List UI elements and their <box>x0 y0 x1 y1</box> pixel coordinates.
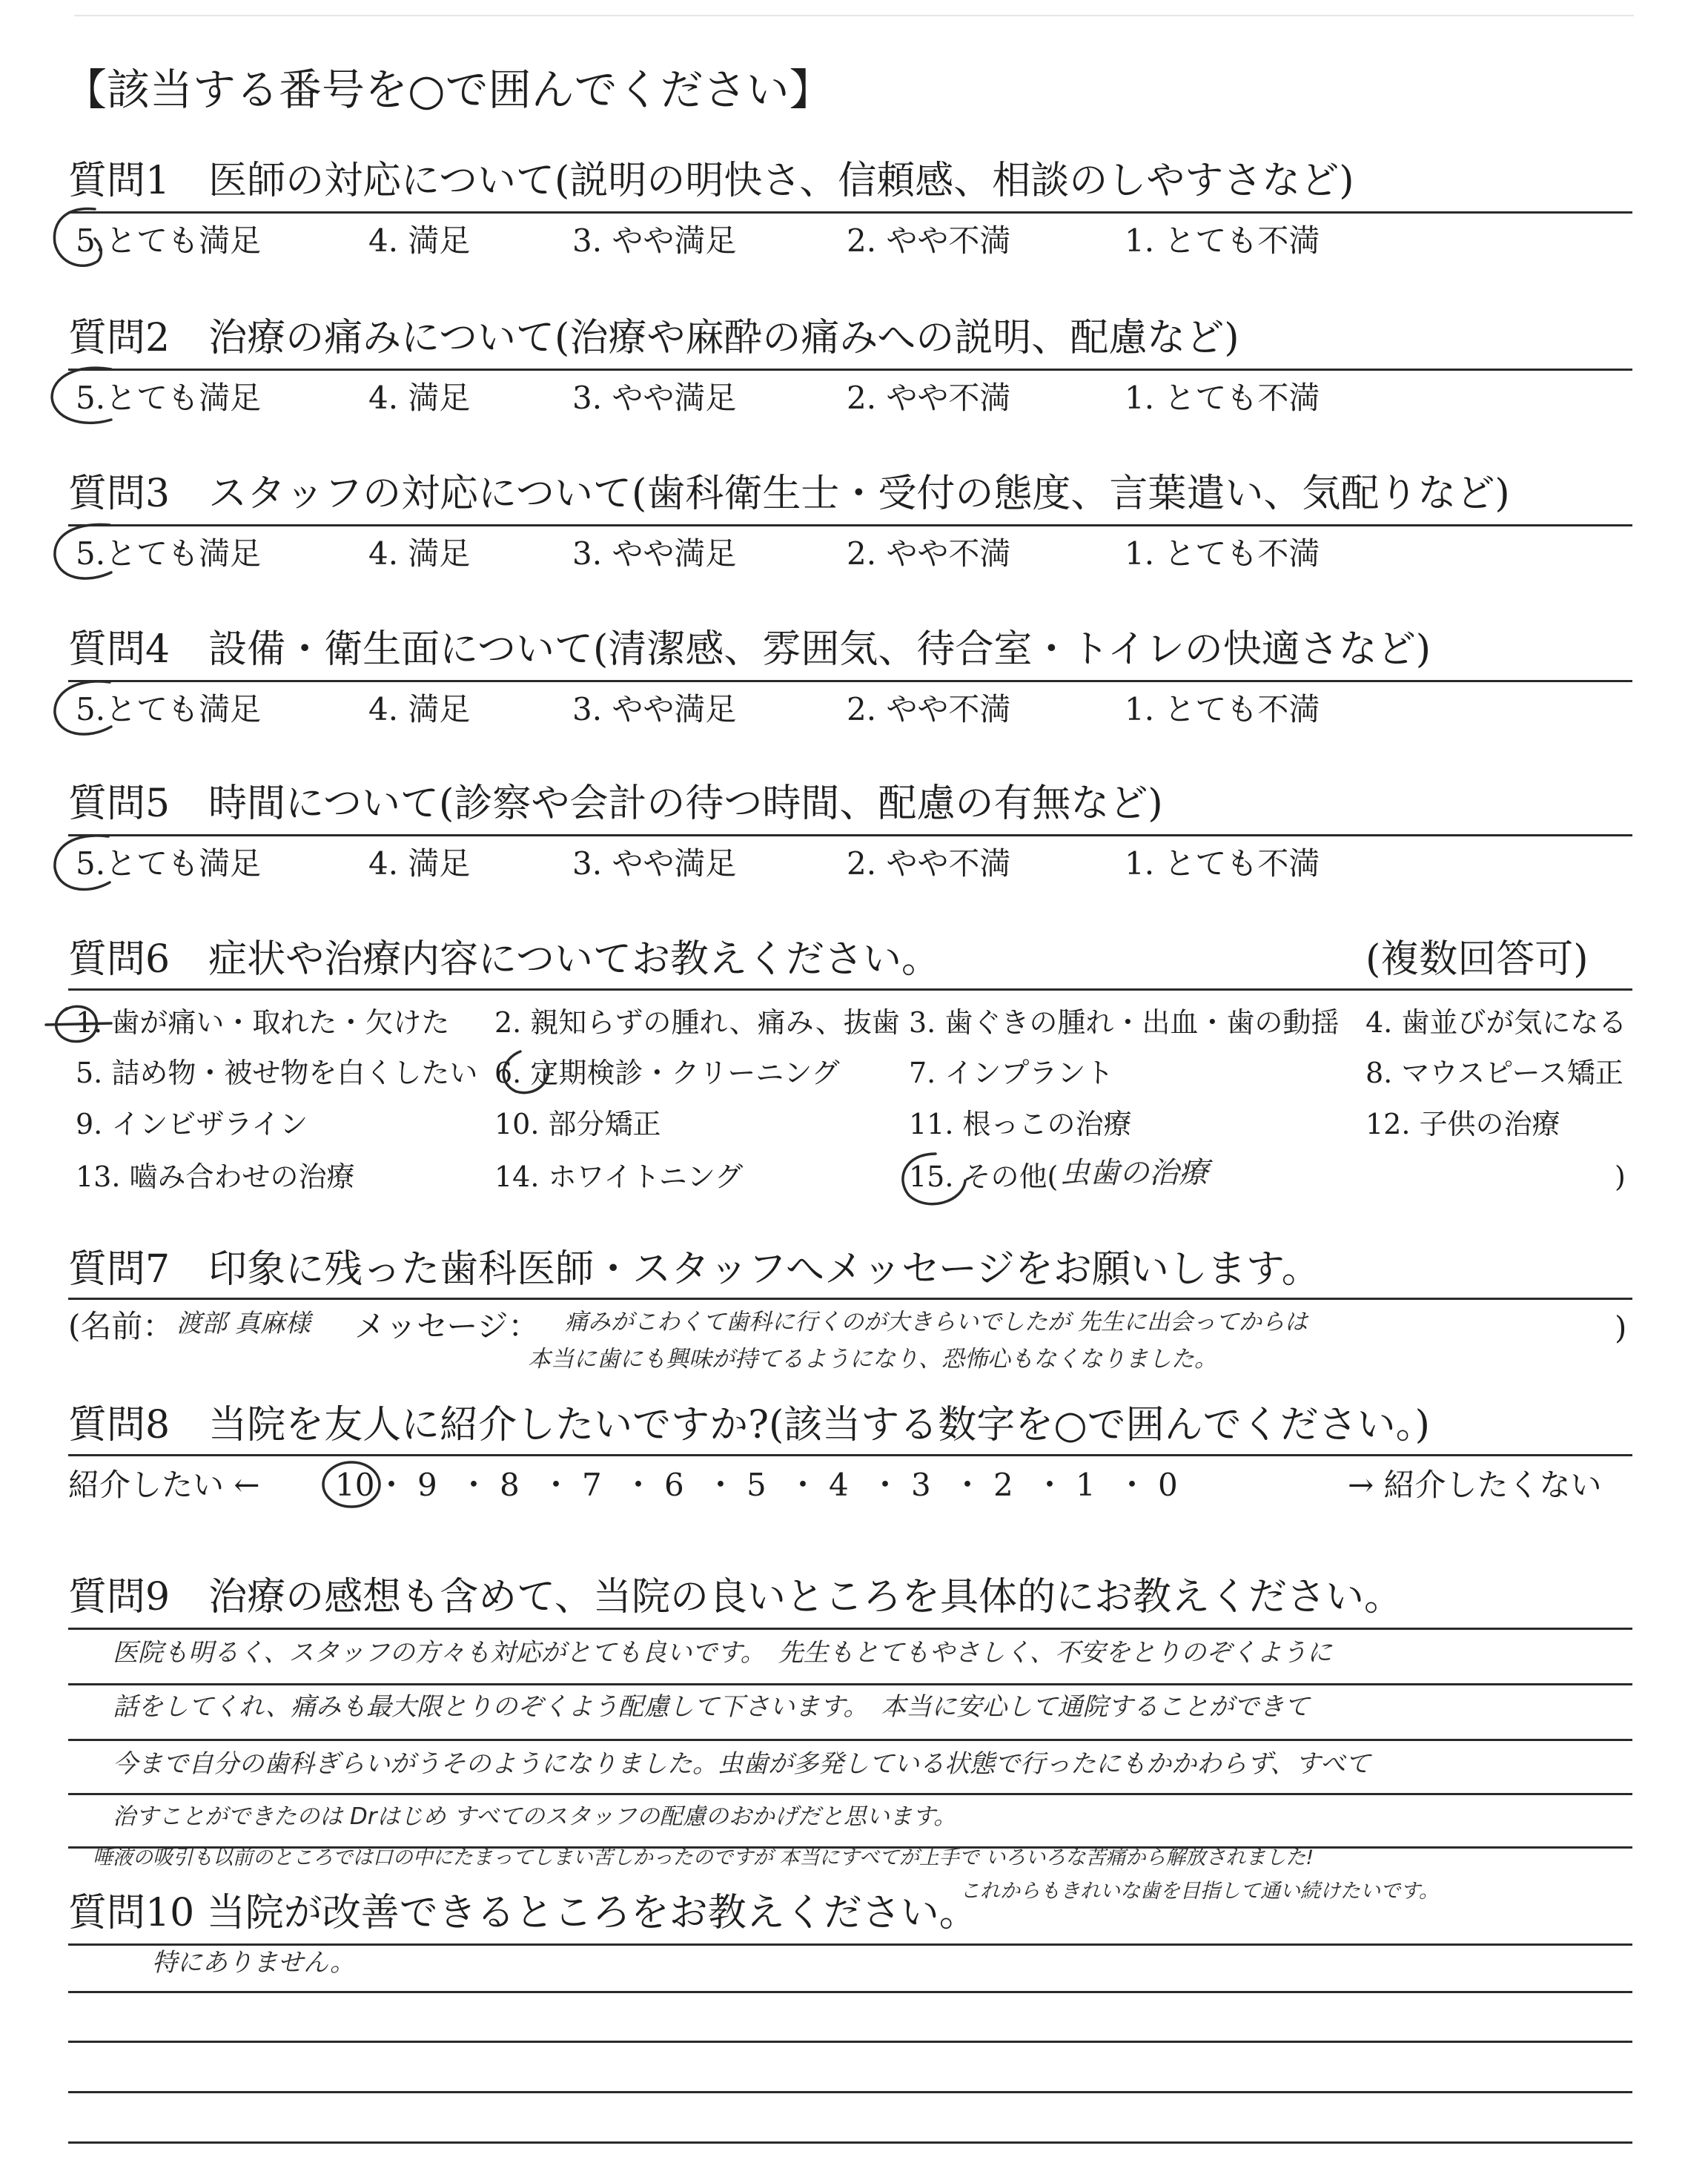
q8-scale-separator: ・ <box>623 1467 655 1503</box>
q8-scale-1[interactable]: 1 <box>1076 1467 1096 1503</box>
q6-item-13[interactable]: 13. 嚙み合わせの治療 <box>76 1160 355 1193</box>
q4-option-5[interactable]: 5.とても満足 <box>76 691 262 727</box>
q6-item-6[interactable]: 6. 定期検診・クリーニング <box>494 1057 840 1089</box>
q7-name-label: (名前： <box>68 1308 174 1344</box>
q6-note: (複数回答可) <box>1366 937 1589 982</box>
q5-label: 質問5 時間について(診察や会計の待つ時間、配慮の有無など) <box>68 782 1163 826</box>
q8-scale-separator: ・ <box>376 1467 408 1503</box>
q8-scale-2[interactable]: 2 <box>993 1467 1013 1503</box>
q2-option-5[interactable]: 5.とても満足 <box>76 380 262 416</box>
q1-rule <box>68 211 1632 214</box>
q7-close: ) <box>1615 1309 1627 1346</box>
q10-rule-3 <box>68 2041 1632 2043</box>
q8-scale-3[interactable]: 3 <box>911 1467 931 1503</box>
q9-answer-line-2[interactable]: 話をしてくれ、痛みも最大限とりのぞくよう配慮して下さいます。 本当に安心して通院することができて <box>113 1692 1310 1722</box>
q10-rule-5 <box>68 2141 1632 2144</box>
q6-item-4[interactable]: 4. 歯並びが気になる <box>1366 1006 1627 1039</box>
q2-rule <box>68 369 1632 371</box>
q9-answer-line-1[interactable]: 医院も明るく、スタッフの方々も対応がとても良いです。 先生もとてもやさしく、不安をとりのぞくように <box>113 1638 1332 1668</box>
q4-option-4[interactable]: 4. 満足 <box>368 691 471 727</box>
q8-scale-9[interactable]: 9 <box>417 1467 437 1503</box>
q8-scale-separator: ・ <box>952 1467 984 1503</box>
q9-rule-3 <box>68 1739 1632 1741</box>
q8-scale-0[interactable]: 0 <box>1158 1467 1178 1503</box>
q1-option-2[interactable]: 2. やや不満 <box>847 222 1011 259</box>
q8-left-label: 紹介したい ← <box>68 1467 260 1503</box>
q3-option-4[interactable]: 4. 満足 <box>368 535 471 572</box>
q1-option-5[interactable]: 5.とても満足 <box>76 222 262 259</box>
q1-option-4[interactable]: 4. 満足 <box>368 222 471 259</box>
q9-answer-line-4[interactable]: 治すことができたのは Drはじめ すべてのスタッフの配慮のおかげだと思います。 <box>113 1803 957 1830</box>
q9-rule-4 <box>68 1793 1632 1795</box>
q4-option-2[interactable]: 2. やや不満 <box>847 691 1011 727</box>
q6-item-15[interactable]: 15. その他( <box>909 1160 1059 1193</box>
q3-rule <box>68 524 1632 526</box>
q8-scale-7[interactable]: 7 <box>582 1467 602 1503</box>
q2-option-1[interactable]: 1. とても不満 <box>1125 380 1320 416</box>
q10-answer[interactable]: 特にありません。 <box>152 1948 356 1978</box>
q2-option-2[interactable]: 2. やや不満 <box>847 380 1011 416</box>
q4-label: 質問4 設備・衛生面について(清潔感、雰囲気、待合室・トイレの快適さなど) <box>68 627 1431 672</box>
q8-scale-4[interactable]: 4 <box>829 1467 849 1503</box>
q6-item-10[interactable]: 10. 部分矯正 <box>494 1108 661 1140</box>
q8-scale-6[interactable]: 6 <box>664 1467 684 1503</box>
q1-label: 質問1 医師の対応について(説明の明快さ、信頼感、相談のしやすさなど) <box>68 159 1354 203</box>
q8-scale-separator: ・ <box>458 1467 490 1503</box>
q8-right-label: → 紹介したくない <box>1348 1467 1602 1503</box>
q6-item-11[interactable]: 11. 根っこの治療 <box>909 1108 1132 1140</box>
q10-rule-1 <box>68 1943 1632 1946</box>
q5-rule <box>68 834 1632 836</box>
q8-scale-10[interactable]: 10 <box>335 1467 375 1503</box>
q3-option-2[interactable]: 2. やや不満 <box>847 535 1011 572</box>
q5-option-3[interactable]: 3. やや満足 <box>572 845 737 882</box>
q9-answer-line-3[interactable]: 今まで自分の歯科ぎらいがうそのようになりました。虫歯が多発している状態で行ったにもかかわらず、すべて <box>113 1749 1371 1779</box>
q2-option-4[interactable]: 4. 満足 <box>368 380 471 416</box>
q5-option-5[interactable]: 5.とても満足 <box>76 845 262 882</box>
q7-message-label: メッセージ： <box>354 1308 540 1344</box>
q6-item-3[interactable]: 3. 歯ぐきの腫れ・出血・歯の動揺 <box>909 1006 1340 1039</box>
top-border <box>74 15 1634 16</box>
q6-item-8[interactable]: 8. マウスピース矯正 <box>1366 1057 1623 1089</box>
q6-other-close: ) <box>1615 1160 1626 1193</box>
q5-option-4[interactable]: 4. 満足 <box>368 845 471 882</box>
q4-option-1[interactable]: 1. とても不満 <box>1125 691 1320 727</box>
q3-label: 質問3 スタッフの対応について(歯科衛生士・受付の態度、言葉遣い、気配りなど) <box>68 472 1510 516</box>
q4-rule <box>68 680 1632 682</box>
q1-option-1[interactable]: 1. とても不満 <box>1125 222 1320 259</box>
q6-item-1[interactable]: 1. 歯が痛い・取れた・欠けた <box>76 1006 450 1039</box>
q7-message-line-1[interactable]: 痛みがこわくて歯科に行くのが大きらいでしたが 先生に出会ってからは <box>565 1309 1308 1335</box>
q4-option-3[interactable]: 3. やや満足 <box>572 691 737 727</box>
q9-rule-2 <box>68 1683 1632 1685</box>
q9-label: 質問9 治療の感想も含めて、当院の良いところを具体的にお教えください。 <box>68 1575 1403 1619</box>
q5-option-2[interactable]: 2. やや不満 <box>847 845 1011 882</box>
q7-rule <box>68 1298 1632 1300</box>
q8-scale-separator: ・ <box>787 1467 819 1503</box>
q6-label: 質問6 症状や治療内容についてお教えください。 <box>68 937 941 982</box>
q8-rule <box>68 1454 1632 1456</box>
q5-option-1[interactable]: 1. とても不満 <box>1125 845 1320 882</box>
q3-option-3[interactable]: 3. やや満足 <box>572 535 737 572</box>
q10-rule-2 <box>68 1991 1632 1993</box>
q6-item-5[interactable]: 5. 詰め物・被せ物を白くしたい <box>76 1057 478 1089</box>
q8-scale-separator: ・ <box>705 1467 737 1503</box>
q2-label: 質問2 治療の痛みについて(治療や麻酔の痛みへの説明、配慮など) <box>68 316 1239 360</box>
q8-scale-separator: ・ <box>540 1467 572 1503</box>
q7-message-line-2[interactable]: 本当に歯にも興味が持てるようになり、恐怖心もなくなりました。 <box>528 1346 1217 1373</box>
q8-scale-separator: ・ <box>1034 1467 1066 1503</box>
q6-rule <box>68 988 1632 991</box>
q10-rule-4 <box>68 2091 1632 2093</box>
q8-scale-8[interactable]: 8 <box>500 1467 520 1503</box>
q8-scale-separator: ・ <box>1116 1467 1148 1503</box>
q7-name-value[interactable]: 渡部 真麻様 <box>176 1309 311 1338</box>
q8-scale-separator: ・ <box>870 1467 901 1503</box>
page-title: 【該当する番号を○で囲んでください】 <box>64 65 833 115</box>
q3-option-5[interactable]: 5.とても満足 <box>76 535 262 572</box>
q2-option-3[interactable]: 3. やや満足 <box>572 380 737 416</box>
q9-answer-line-5[interactable]: 唾液の吸引も以前のところでは口の中にたまってしまい苦しかったのですが 本当にすべてが上手で いろいろな苦痛から解放されました! <box>93 1846 1314 1869</box>
q1-option-3[interactable]: 3. やや満足 <box>572 222 737 259</box>
q6-other-answer[interactable]: 虫歯の治療 <box>1060 1156 1208 1190</box>
q8-label: 質問8 当院を友人に紹介したいですか?(該当する数字を○で囲んでください。) <box>68 1403 1430 1447</box>
q7-label: 質問7 印象に残った歯科医師・スタッフへメッセージをお願いします。 <box>68 1247 1320 1292</box>
q10-label: 質問10 当院が改善できるところをお教えください。 <box>68 1891 978 1935</box>
q3-option-1[interactable]: 1. とても不満 <box>1125 535 1320 572</box>
q6-item-9[interactable]: 9. インビザライン <box>76 1108 308 1140</box>
q9-answer-line-6[interactable]: これからもきれいな歯を目指して通い続けたいです。 <box>960 1880 1439 1903</box>
q6-item-7[interactable]: 7. インプラント <box>909 1057 1114 1089</box>
q6-item-14[interactable]: 14. ホワイトニング <box>494 1160 744 1193</box>
q6-item-2[interactable]: 2. 親知らずの腫れ、痛み、抜歯 <box>494 1006 900 1039</box>
q8-scale-5[interactable]: 5 <box>747 1467 767 1503</box>
q6-item-12[interactable]: 12. 子供の治療 <box>1366 1108 1560 1140</box>
q9-rule-1 <box>68 1628 1632 1630</box>
